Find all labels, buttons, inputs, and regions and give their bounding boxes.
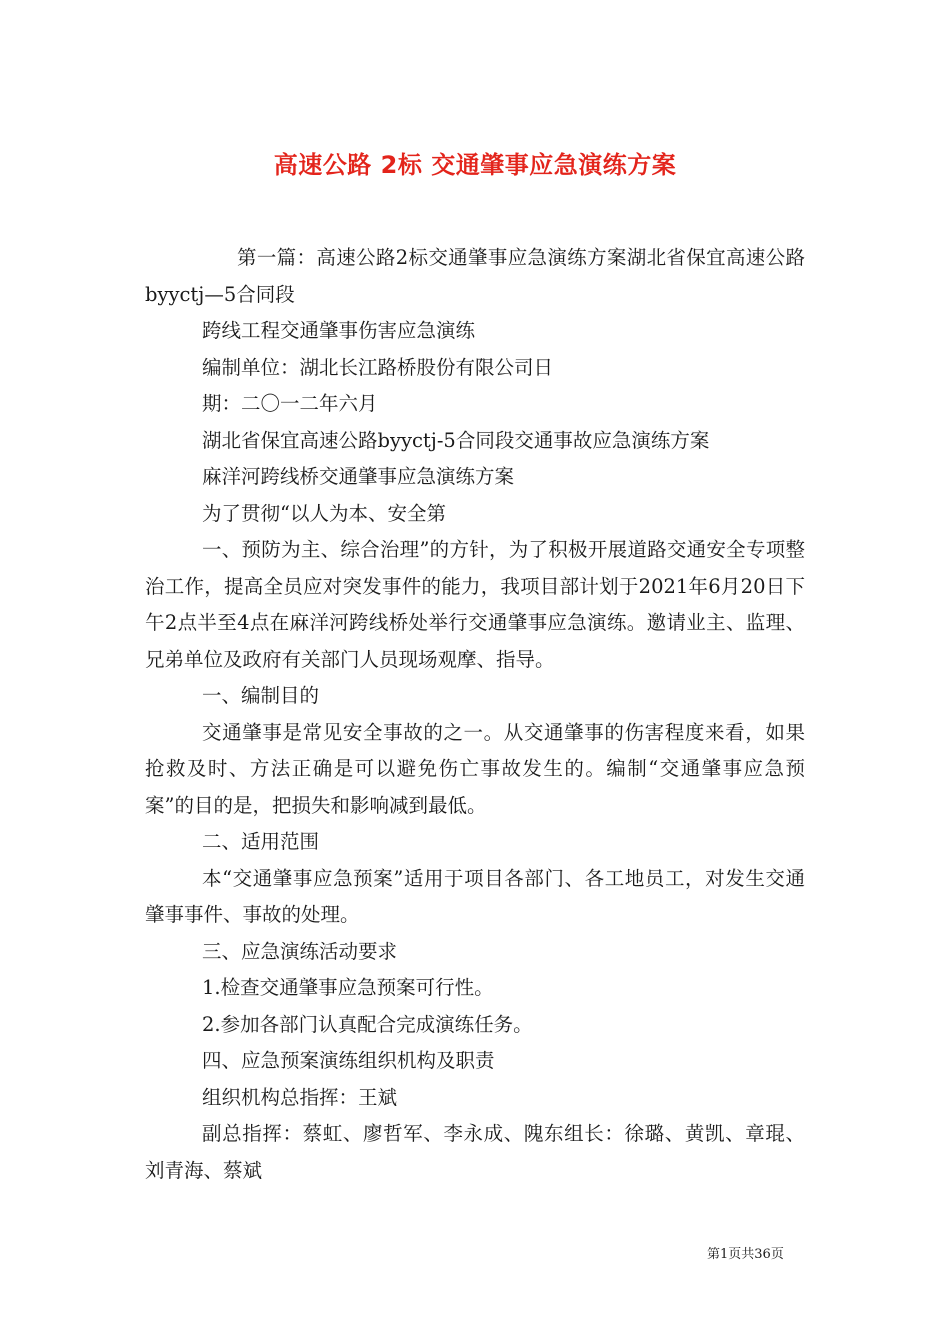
paragraph: 第一篇：高速公路2标交通肇事应急演练方案湖北省保宜高速公路byyctj—5合同段 <box>145 246 805 306</box>
section-heading: 二、适用范围 <box>202 830 320 853</box>
section-heading: 四、应急预案演练组织机构及职责 <box>202 1049 495 1072</box>
paragraph: 交通肇事是常见安全事故的之一。从交通肇事的伤害程度来看，如果抢救及时、方法正确是可以避免伤亡事故发生的。编制“交通肇事应急预案”的目的是，把损失和影响减到最低。 <box>145 720 805 817</box>
paragraph: 副总指挥：蔡虹、廖哲军、李永成、隗东组长：徐璐、黄凯、章琨、刘青海、蔡斌 <box>145 1122 805 1182</box>
paragraph: 一、预防为主、综合治理”的方针，为了积极开展道路交通安全专项整治工作，提高全员应对突发事件的能力，我项目部计划于2021年6月20日下午2点半至4点在麻洋河跨线桥处举行交通肇事应急演练。邀请业主、监理、兄弟单位及政府有关部门人员现场观摩、指导。 <box>145 538 805 671</box>
list-item: 2.参加各部门认真配合完成演练任务。 <box>202 1012 533 1036</box>
paragraph: 为了贯彻“以人为本、安全第 <box>202 501 446 525</box>
paragraph: 组织机构总指挥：王斌 <box>202 1085 398 1109</box>
section-heading: 一、编制目的 <box>202 684 320 707</box>
document-title: 高速公路 2标 交通肇事应急演练方案 <box>273 151 677 180</box>
page-number: 第1页共36页 <box>707 1247 784 1262</box>
paragraph: 本“交通肇事应急预案”适用于项目各部门、各工地员工，对发生交通肇事事件、事故的处理。 <box>145 866 805 926</box>
paragraph: 麻洋河跨线桥交通肇事应急演练方案 <box>202 465 515 488</box>
section-heading: 三、应急演练活动要求 <box>202 939 398 963</box>
paragraph: 湖北省保宜高速公路byyctj-5合同段交通事故应急演练方案 <box>202 428 710 452</box>
list-item: 1.检查交通肇事应急预案可行性。 <box>202 976 494 999</box>
paragraph: 跨线工程交通肇事伤害应急演练 <box>202 319 476 342</box>
document-body <box>145 240 805 1189</box>
paragraph: 期：二〇一二年六月 <box>202 392 378 415</box>
paragraph: 编制单位：湖北长江路桥股份有限公司日 <box>202 355 554 379</box>
